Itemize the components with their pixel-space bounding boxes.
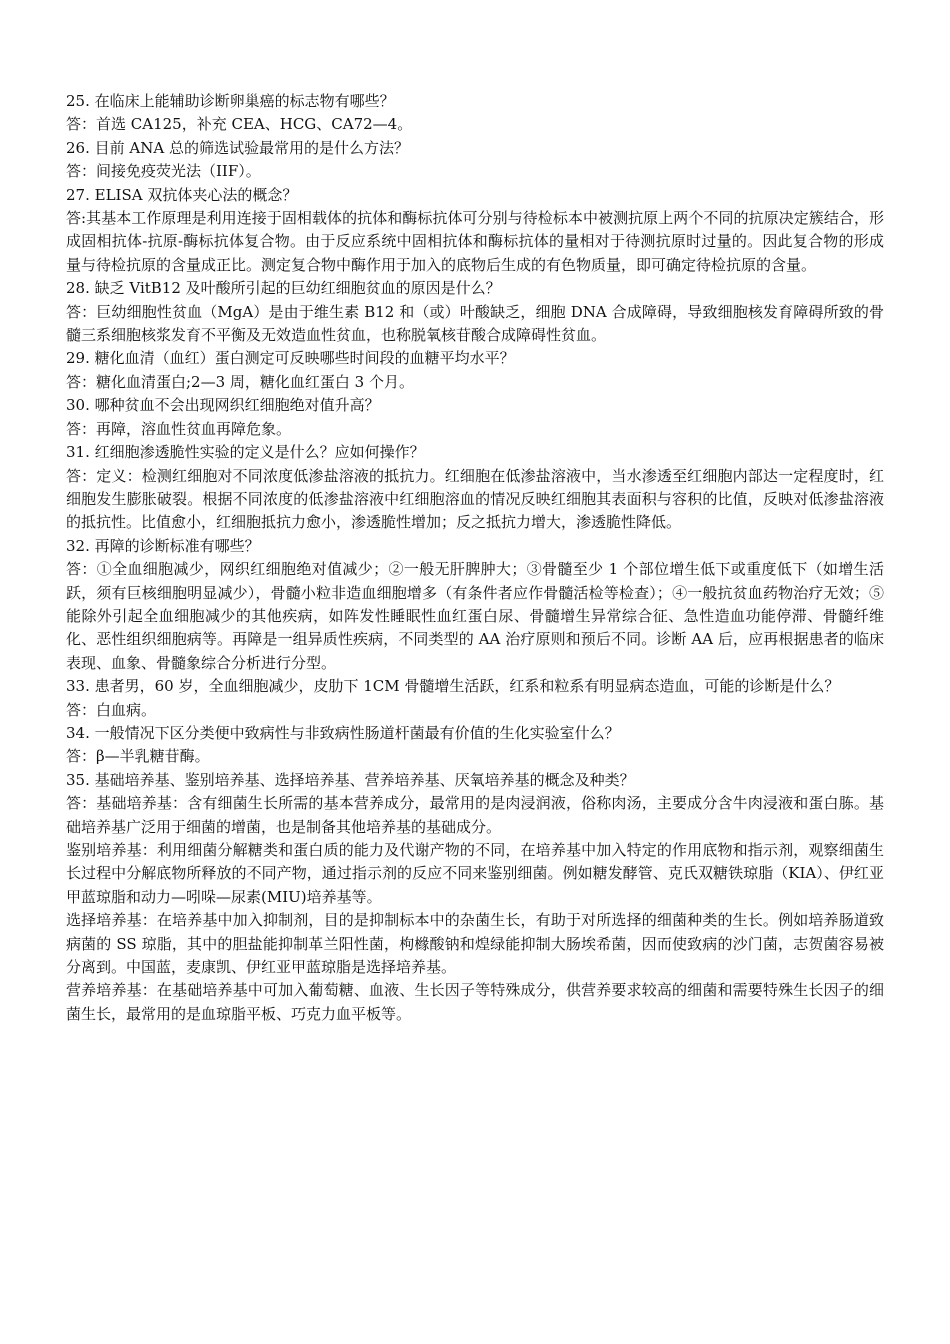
answer-26: 答：间接免疫荧光法（IIF）。 (66, 162, 261, 181)
document-page (66, 90, 884, 1026)
answer-29: 答：糖化血清蛋白;2—3 周，糖化血红蛋白 3 个月。 (66, 372, 414, 391)
question-27: 27. ELISA 双抗体夹心法的概念？ (66, 185, 298, 204)
answer-35-basic-medium: 答：基础培养基：含有细菌生长所需的基本营养成分，最常用的是肉浸润液，俗称肉汤，主要成分含牛肉浸液和蛋白胨。基础培养基广泛用于细菌的增菌，也是制备其他培养基的基础成分。 (66, 794, 884, 836)
answer-30: 答：再障，溶血性贫血再障危象。 (66, 419, 292, 438)
answer-35-selective-medium: 选择培养基：在培养基中加入抑制剂，目的是抑制标本中的杂菌生长，有助于对所选择的细菌种类的生长。例如培养肠道致病菌的 SS 琼脂，其中的胆盐能抑制革兰阳性菌，枸橼酸钠和煌绿能抑制大肠埃希菌，因而使致病的沙门菌，志贺菌容易被分离到。中国蓝，麦康凯、伊红亚甲蓝琼脂是选择培养基。 (66, 911, 884, 977)
answer-33: 答：白血病。 (66, 700, 157, 719)
answer-25: 答：首选 CA125，补充 CEA、HCG、CA72—4。 (66, 115, 413, 134)
question-34: 34. 一般情况下区分类便中致病性与非致病性肠道杆菌最有价值的生化实验室什么？ (66, 723, 620, 742)
answer-32: 答：①全血细胞减少，网织红细胞绝对值减少；②一般无肝脾肿大；③骨髓至少 1 个部位增生低下或重度低下（如增生活跃，须有巨核细胞明显减少），骨髓小粒非造血细胞增多（有条件者应作骨髓活检等检查）；④一般抗贫血药物治疗无效；⑤能除外引起全血细胞减少的其他疾病，如阵发性睡眠性血红蛋白尿、骨髓增生异常综合征、急性造血功能停滞、骨髓纤维化、恶性组织细胞病等。再障是一组异质性疾病，不同类型的 AA 治疗原则和预后不同。诊断 AA 后，应再根据患者的临床表现、血象、骨髓象综合分析进行分型。 (66, 560, 884, 672)
question-28: 28. 缺乏 VitB12 及叶酸所引起的巨幼红细胞贫血的原因是什么？ (66, 279, 501, 298)
answer-28: 答：巨幼细胞性贫血（MgA）是由于维生素 B12 和（或）叶酸缺乏，细胞 DNA 合成障碍，导致细胞核发育障碍所致的骨髓三系细胞核浆发育不平衡及无效造血性贫血，也称脱氧核苷酸合成障碍性贫血。 (66, 302, 884, 345)
question-33: 33. 患者男，60 岁，全血细胞减少，皮肋下 1CM 骨髓增生活跃，红系和粒系有明显病态造血，可能的诊断是什么？ (66, 677, 840, 696)
question-30: 30. 哪种贫血不会出现网织红细胞绝对值升高？ (66, 396, 380, 415)
question-26: 26. 目前 ANA 总的筛选试验最常用的是什么方法？ (66, 138, 409, 157)
answer-27: 答:其基本工作原理是利用连接于固相载体的抗体和酶标抗体可分别与待检标本中被测抗原上两个不同的抗原决定簇结合，形成固相抗体-抗原-酶标抗体复合物。由于反应系统中固相抗体和酶标抗体的量相对于待测抗原时过量的。因此复合物的形成量与待检抗原的含量成正比。测定复合物中酶作用于加入的底物后生成的有色物质量，即可确定待检抗原的含量。 (66, 209, 884, 274)
question-32: 32. 再障的诊断标准有哪些？ (66, 536, 260, 555)
question-31: 31. 红细胞渗透脆性实验的定义是什么？应如何操作？ (66, 443, 425, 462)
question-25: 25. 在临床上能辅助诊断卵巢癌的标志物有哪些？ (66, 92, 395, 110)
answer-34: 答：β—半乳糖苷酶。 (66, 747, 210, 766)
answer-35-differential-medium: 鉴别培养基：利用细菌分解糖类和蛋白质的能力及代谢产物的不同，在培养基中加入特定的作用底物和指示剂，观察细菌生长过程中分解底物所释放的不同产物，通过指示剂的反应不同来鉴别细菌。例如糖发酵管、克氏双糖铁琼脂（KIA）、伊红亚甲蓝琼脂和动力—吲哚—尿素(MIU)培养基等。 (66, 841, 884, 906)
answer-31: 答：定义：检测红细胞对不同浓度低渗盐溶液的抵抗力。红细胞在低渗盐溶液中，当水渗透至红细胞内部达一定程度时，红细胞发生膨胀破裂。根据不同浓度的低渗盐溶液中红细胞溶血的情况反映红细胞其表面积与容积的比值，反映对低渗盐溶液的抵抗性。比值愈小，红细胞抵抗力愈小，渗透脆性增加；反之抵抗力增大，渗透脆性降低。 (66, 466, 884, 532)
question-35: 35. 基础培养基、鉴别培养基、选择培养基、营养培养基、厌氧培养基的概念及种类？ (66, 770, 635, 789)
question-29: 29. 糖化血清（血红）蛋白测定可反映哪些时间段的血糖平均水平？ (66, 349, 515, 368)
answer-35-enriched-medium: 营养培养基：在基础培养基中可加入葡萄糖、血液、生长因子等特殊成分，供营养要求较高的细菌和需要特殊生长因子的细菌生长，最常用的是血琼脂平板、巧克力血平板等。 (66, 981, 884, 1023)
